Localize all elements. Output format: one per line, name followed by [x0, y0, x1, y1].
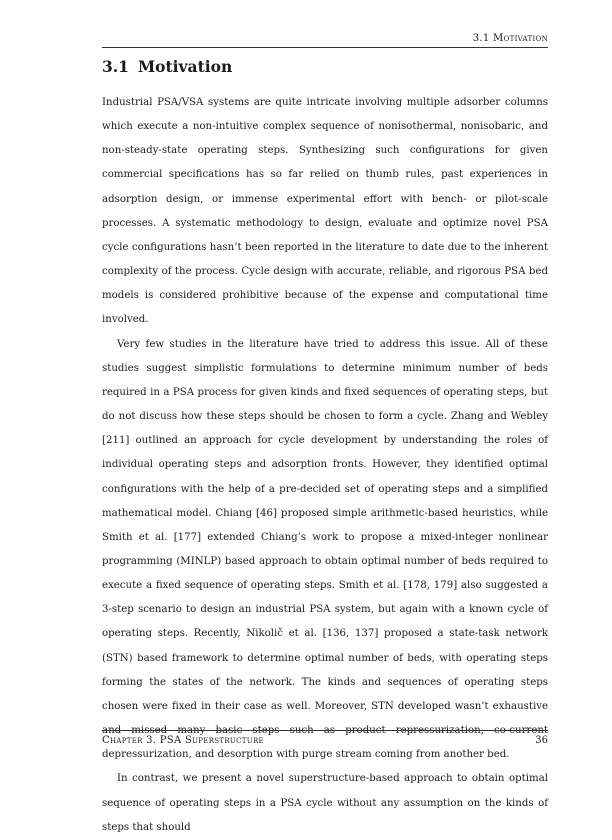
body-text [102, 91, 548, 840]
section-number: 3.1 [102, 57, 129, 76]
footer-chapter: Chapter 3. PSA Superstructure [102, 735, 264, 746]
section-heading [102, 57, 232, 76]
section-title: Motivation [138, 57, 233, 76]
page-number: 36 [535, 735, 548, 746]
paragraph-3: In contrast, we present a novel superstructure-based approach to obtain optimal sequence of operating steps in a PSA cycle without any assumption on the kinds of steps that should [102, 773, 548, 833]
header-rule [102, 47, 548, 48]
footer-rule [102, 730, 548, 731]
paragraph-2: Very few studies in the literature have tried to address this issue. All of these studies suggest simplistic formulations to determine minimum number of beds required in a PSA process for given kinds and fixed sequences of operating steps, but do not discuss how these steps should be chosen to form a cycle. Zhang and Webley [211] outlined an approach for cycle development by understanding the roles of individual operating steps and adsorption fronts. However, they identified optimal configurations with the help of a pre-decided set of operating steps and a simplified mathematical model. Chiang [46] proposed simple arithmetic-based heuristics, while Smith et al. [177] extended Chiang’s work to propose a mixed-integer nonlinear programming (MINLP) based approach to obtain optimal number of beds required to execute a fixed sequence of operating steps. Smith et al. [178, 179] also suggested a 3-step scenario to design an industrial PSA system, but again with a known cycle of operating steps. Recently, Nikolič et al. [136, 137] proposed a state-task network (STN) based framework to determine optimal number of beds, with operating steps forming the states of the network. The kinds and sequences of operating steps chosen were fixed in their case as well. Moreover, STN developed wasn’t exhaustive and missed many basic steps such as product repressurization, co-current depressurization, and desorption with purge stream coming from another bed. [102, 338, 548, 761]
running-header: 3.1 Motivation [472, 33, 548, 44]
paragraph-1: Industrial PSA/VSA systems are quite intricate involving multiple adsorber columns which execute a non-intuitive complex sequence of nonisothermal, nonisobaric, and non-steady-state operating steps. Synthesizing such configurations for given commercial specifications has so far relied on thumb rules, past experiences in adsorption design, or immense experimental effort with bench- or pilot-scale processes. A systematic methodology to design, evaluate and optimize novel PSA cycle configurations hasn’t been reported in the literature to date due to the inherent complexity of the process. Cycle design with accurate, reliable, and rigorous PSA bed models is considered prohibitive because of the expense and computational time involved. [102, 97, 548, 326]
